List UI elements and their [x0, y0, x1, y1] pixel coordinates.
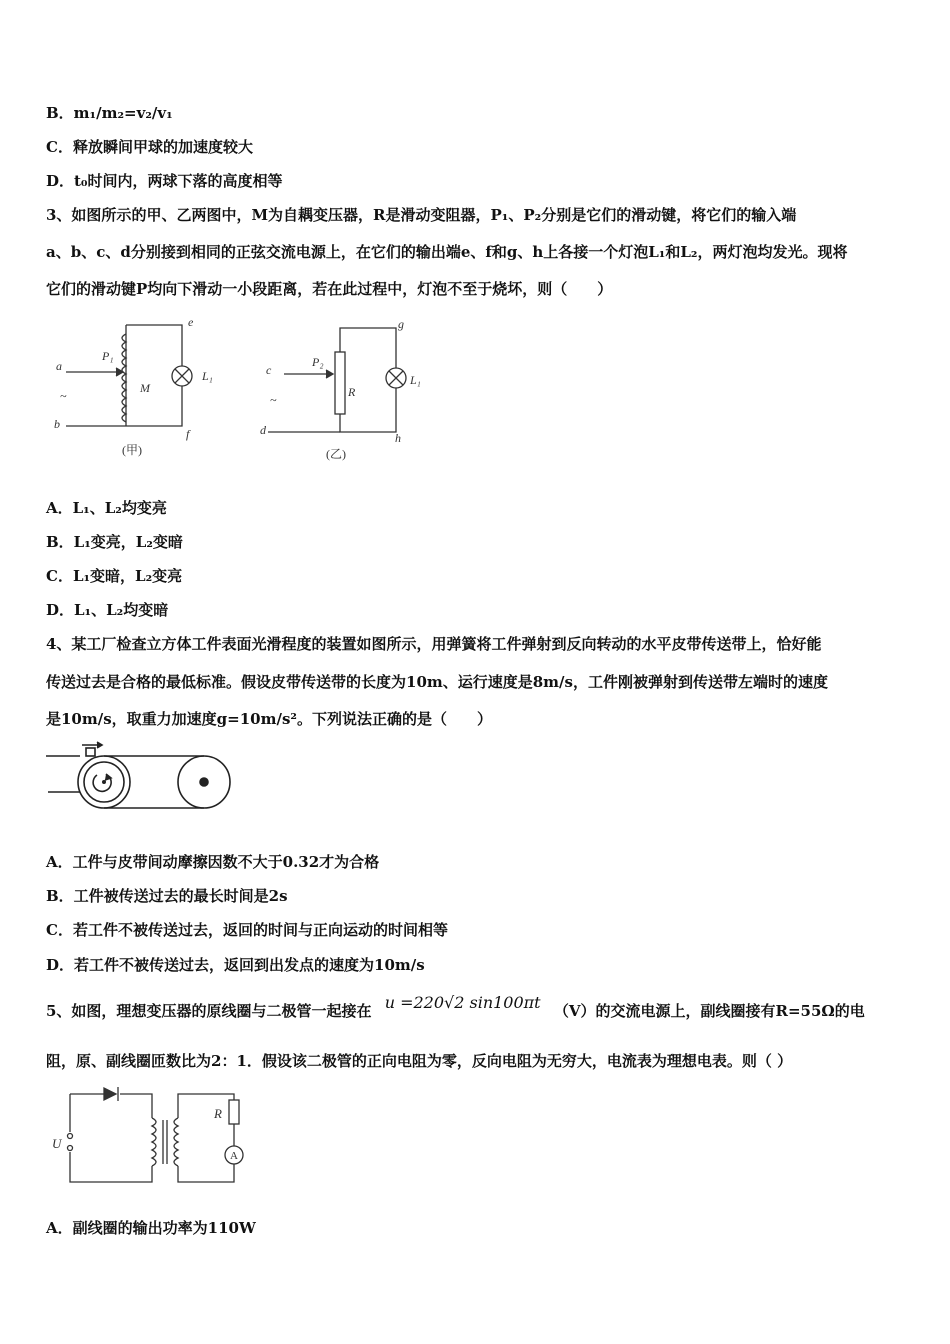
q4-option-c: C．若工件不被传送过去，返回的时间与正向运动的时间相等	[46, 921, 448, 939]
q3-circuit-figure	[46, 312, 436, 472]
terminal-g: g	[398, 317, 404, 331]
resistor-r-label: R	[214, 1106, 222, 1121]
lamp-l1-right-label: L₁	[410, 373, 421, 387]
slider-p2-label: P₂	[312, 355, 324, 369]
q4-conveyor-figure	[46, 740, 236, 820]
q5-voltage-formula: u =220√2 sin100πt	[384, 993, 541, 1012]
lamp-l1-left-label: L₁	[202, 369, 213, 383]
q4-option-a: A．工件与皮带间动摩擦因数不大于0.32才为合格	[46, 853, 380, 871]
terminal-a: a	[56, 359, 62, 373]
source-tilde-left: ~	[60, 389, 67, 403]
q5-option-a: A．副线圈的输出功率为110W	[46, 1219, 256, 1237]
q5-circuit-figure	[46, 1082, 256, 1192]
q4-stem-line2: 传送过去是合格的最低标准。假设皮带传送带的长度为10m、运行速度是8m/s，工件刚被弹射到传送带左端时的速度	[46, 673, 828, 691]
caption-yi: (乙)	[326, 447, 346, 461]
q5-stem-part2: （V）的交流电源上，副线圈接有R=55Ω的电	[553, 1002, 865, 1020]
terminal-h: h	[395, 431, 401, 445]
q5-stem-line1	[46, 993, 865, 1021]
q5-stem-part1: 5、如图，理想变压器的原线圈与二极管一起接在	[46, 1002, 372, 1020]
q4-option-d: D．若工件不被传送过去，返回到出发点的速度为10m/s	[46, 956, 425, 974]
source-u-label: U	[52, 1136, 62, 1151]
q3-option-a: A．L₁、L₂均变亮	[46, 499, 167, 517]
q5-stem-line2: 阻，原、副线圈匝数比为2：1．假设该二极管的正向电阻为零，反向电阻为无穷大，电流表为理想电表。则（ ）	[46, 1052, 793, 1070]
q2-option-d: D．t₀时间内，两球下落的高度相等	[46, 172, 283, 190]
q2-option-b: B．m₁/m₂=v₂/v₁	[46, 104, 173, 122]
terminal-b: b	[54, 417, 60, 431]
ammeter-label: A	[230, 1150, 238, 1162]
terminal-f: f	[186, 427, 190, 441]
q3-option-c: C．L₁变暗，L₂变亮	[46, 567, 183, 585]
transformer-m-label: M	[140, 381, 150, 395]
resistor-r-label: R	[348, 385, 356, 399]
q3-stem-line2: a、b、c、d分别接到相同的正弦交流电源上，在它们的输出端e、f和g、h上各接一个灯泡L₁和L₂，两灯泡均发光。现将	[46, 243, 848, 261]
terminal-c: c	[266, 363, 272, 377]
q2-option-c: C．释放瞬间甲球的加速度较大	[46, 138, 253, 156]
q3-stem-line1: 3、如图所示的甲、乙两图中，M为自耦变压器，R是滑动变阻器，P₁、P₂分别是它们的滑动键，将它们的输入端	[46, 206, 797, 224]
q4-stem-line3: 是10m/s，取重力加速度g=10m/s²。下列说法正确的是（ ）	[46, 710, 492, 728]
caption-jia: (甲)	[122, 443, 142, 457]
terminal-d: d	[260, 423, 266, 437]
source-tilde-right: ~	[270, 393, 277, 407]
terminal-e: e	[188, 315, 194, 329]
q3-stem-line3: 它们的滑动键P均向下滑动一小段距离，若在此过程中，灯泡不至于烧坏，则（ ）	[46, 280, 613, 298]
slider-p1-label: P₁	[102, 349, 114, 363]
q4-stem-line1: 4、某工厂检查立方体工件表面光滑程度的装置如图所示，用弹簧将工件弹射到反向转动的水平皮带传送带上，恰好能	[46, 635, 822, 653]
q4-option-b: B．工件被传送过去的最长时间是2s	[46, 887, 288, 905]
q3-option-d: D．L₁、L₂均变暗	[46, 601, 169, 619]
q3-option-b: B．L₁变亮，L₂变暗	[46, 533, 183, 551]
